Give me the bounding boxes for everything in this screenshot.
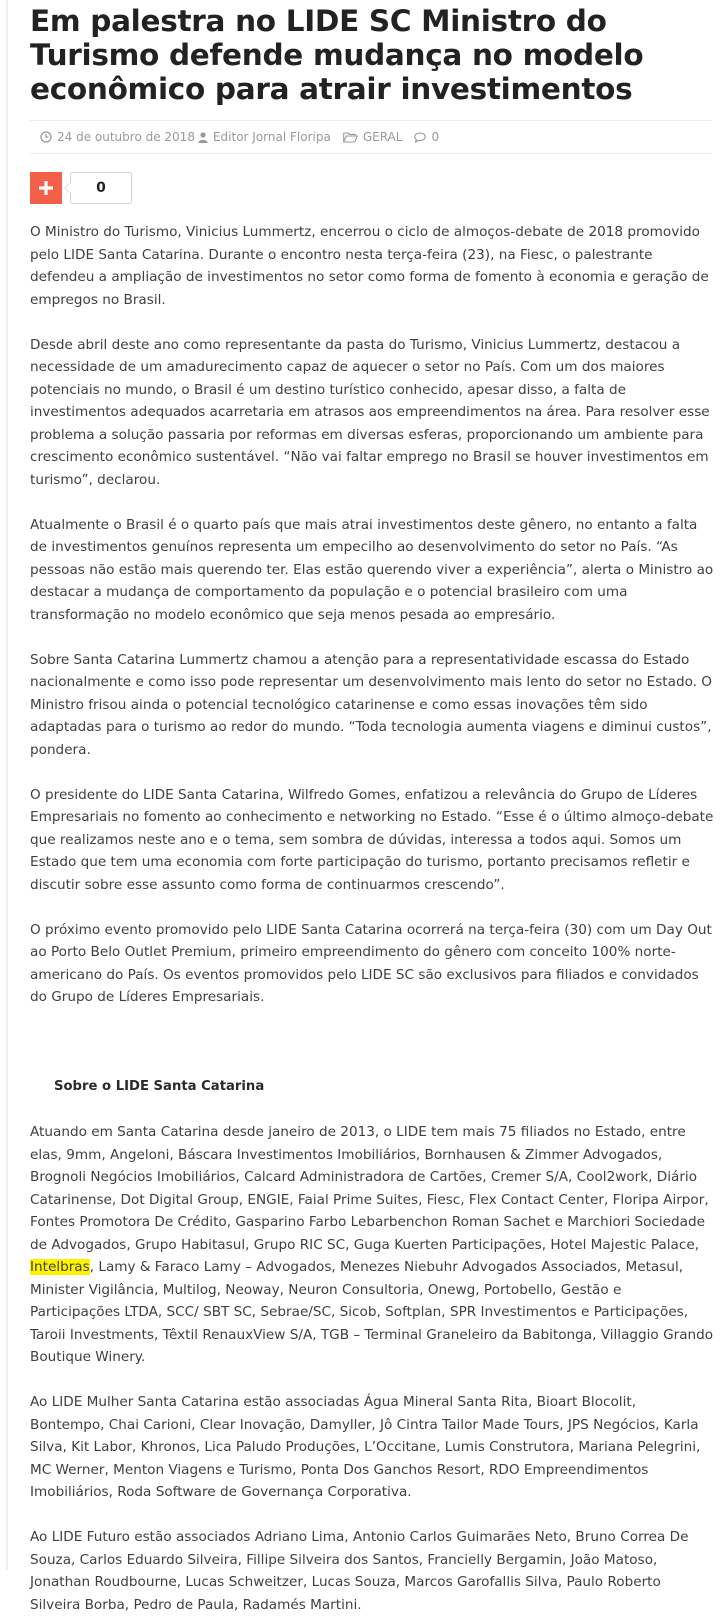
- article-paragraph-1: O Ministro do Turismo, Vinicius Lummertz, encerrou o ciclo de almoços-debate de 2018 promovido pelo LIDE Santa Catarina. Durante o encontro nesta terça-feira (23), na Fiesc, o palestrante defendeu a ampliação de investimentos no setor como forma de fomento à economia e geração de empregos no Brasil.: [30, 224, 709, 308]
- meta-comments-count[interactable]: 0: [431, 130, 440, 144]
- article-title: Em palestra no LIDE SC Ministro do Turismo defende mudança no modelo econômico para atrair investimentos: [30, 4, 644, 106]
- clock-icon: [40, 131, 52, 143]
- plus-icon: [39, 181, 53, 195]
- meta-comments[interactable]: [414, 130, 439, 144]
- article-paragraph-2: Desde abril deste ano como representante da pasta do Turismo, Vinicius Lummertz, destacou a necessidade de um amadurecimento capaz de aquecer o setor no País. Com um dos maiores potenciais no mundo, o Brasil é um destino turístico conhecido, apesar disso, a falta de investimentos adequados acarretaria em atrasos aos empreendimentos na área. Para resolver esse problema a solução passaria por reformas em diversas esferas, proporcionando um ambiente para crescimento econômico sustentável. “Não vai faltar emprego no Brasil se houver investimentos em turismo”, declarou.: [30, 336, 710, 488]
- folder-icon: [343, 132, 358, 143]
- article-paragraph-3: Atualmente o Brasil é o quarto país que mais atrai investimentos deste gênero, no entanto a falta de investimentos genuínos representa um empecilho ao desenvolvimento do setor no País. “As pessoas não estão mais querendo ter. Elas estão querendo viver a experiência”, alerta o Ministro ao destacar a mudança de comportamento da população e o potencial brasileiro com uma transformação no modelo econômico que seja menos pesada ao empresário.: [30, 516, 714, 623]
- comment-icon: [414, 132, 426, 143]
- meta-date-text: 24 de outubro de 2018: [57, 130, 195, 144]
- article-meta: [30, 120, 712, 154]
- article-paragraph-6: O próximo evento promovido pelo LIDE Santa Catarina ocorrerá na terça-feira (30) com um Day Out ao Porto Belo Outlet Premium, primeiro empreendimento do gênero com conceito 100% norte-americano do País. Os eventos promovidos pelo LIDE SC são exclusivos para filiados e convidados do Grupo de Líderes Empresariais.: [30, 921, 712, 1005]
- meta-author[interactable]: [198, 130, 331, 144]
- members-paragraph: [30, 1121, 714, 1369]
- members-text-after: , Lamy & Faraco Lamy – Advogados, Menezes Niebuhr Advogados Associados, Metasul, Minister Vigilância, Multilog, Neoway, Neuron Consultoria, Onewg, Portobello, Gestão e Participações LTDA, SCC/ SBT SC, Sebrae/SC, Sicob, Softplan, SPR Investimentos e Participações, Taroii Investments, Têxtil RenauxView S/A, TGB – Terminal Graneleiro da Babitonga, Villaggio Grando Boutique Winery.: [30, 1259, 714, 1365]
- members-text-before: Atuando em Santa Catarina desde janeiro de 2013, o LIDE tem mais 75 filiados no Estado, entre elas, 9mm, Angeloni, Báscara Investimentos Imobiliários, Bornhausen & Zimmer Advogados, Brognoli Negócios Imobiliários, Calcard Administradora de Cartões, Cremer S/A, Cool2work, Diário Catarinense, Dot Digital Group, ENGIE, Faial Prime Suites, Fiesc, Flex Contact Center, Floripa Airpor, Fontes Promotora De Crédito, Gasparino Farbo Lebarbenchon Roman Sachet e Marchiori Sociedade de Advogados, Grupo Habitasul, Grupo RIC SC, Guga Kuerten Participações, Hotel Majestic Palace,: [30, 1124, 709, 1253]
- lide-futuro-paragraph: Ao LIDE Futuro estão associados Adriano Lima, Antonio Carlos Guimarães Neto, Bruno Correa De Souza, Carlos Eduardo Silveira, Fillipe Silveira dos Santos, Francielly Bergamin, João Matoso, Jonathan Roudbourne, Lucas Schweitzer, Lucas Souza, Marcos Garofallis Silva, Paulo Roberto Silveira Borba, Pedro de Paula, Radamés Martini.: [30, 1529, 689, 1613]
- meta-date: [40, 130, 195, 144]
- article-paragraph-5: O presidente do LIDE Santa Catarina, Wilfredo Gomes, enfatizou a relevância do Grupo de Líderes Empresariais no fomento ao conhecimento e networking no Estado. “Esse é o último almoço-debate que realizamos neste ano e o tema, sem sombra de dúvidas, interessa a todos aqui. Somos um Estado que tem uma economia com forte participação do turismo, portanto precisamos refletir e discutir sobre esse assunto como forma de continuarmos crescendo”.: [30, 786, 714, 893]
- share-button[interactable]: [30, 172, 62, 204]
- meta-category[interactable]: [343, 130, 403, 144]
- article-paragraph-4: Sobre Santa Catarina Lummertz chamou a atenção para a representatividade escassa do Estado nacionalmente e como isso pode representar um desenvolvimento mais lento do setor no Estado. O Ministro frisou ainda o potencial tecnológico catarinense e como essas inovações têm sido adaptadas para o turismo ao redor do mundo. “Toda tecnologia aumenta viagens e diminui custos”, pondera.: [30, 651, 712, 758]
- article-container: [8, 0, 722, 1616]
- highlighted-member: Intelbras: [30, 1259, 90, 1275]
- user-icon: [198, 132, 208, 143]
- section-subheading: Sobre o LIDE Santa Catarina: [54, 1079, 265, 1094]
- meta-author-link[interactable]: Editor Jornal Floripa: [212, 130, 331, 144]
- share-count: 0: [70, 172, 132, 204]
- article-body: [30, 221, 714, 1616]
- share-widget: [30, 172, 712, 204]
- meta-category-link[interactable]: GERAL: [362, 130, 403, 144]
- spacer: [30, 1031, 714, 1076]
- lide-mulher-paragraph: Ao LIDE Mulher Santa Catarina estão associadas Água Mineral Santa Rita, Bioart Blocolit, Bontempo, Chai Carioni, Clear Inovação, Damyller, Jô Cintra Tailor Made Tours, JPS Negócios, Karla Silva, Kit Labor, Khronos, Lica Paludo Produções, L’Occitane, Lumis Construtora, Mariana Pelegrini, MC Werner, Menton Viagens e Turismo, Ponta Dos Ganchos Resort, RDO Empreendimentos Imobiliários, Roda Software de Governança Corporativa.: [30, 1394, 701, 1500]
